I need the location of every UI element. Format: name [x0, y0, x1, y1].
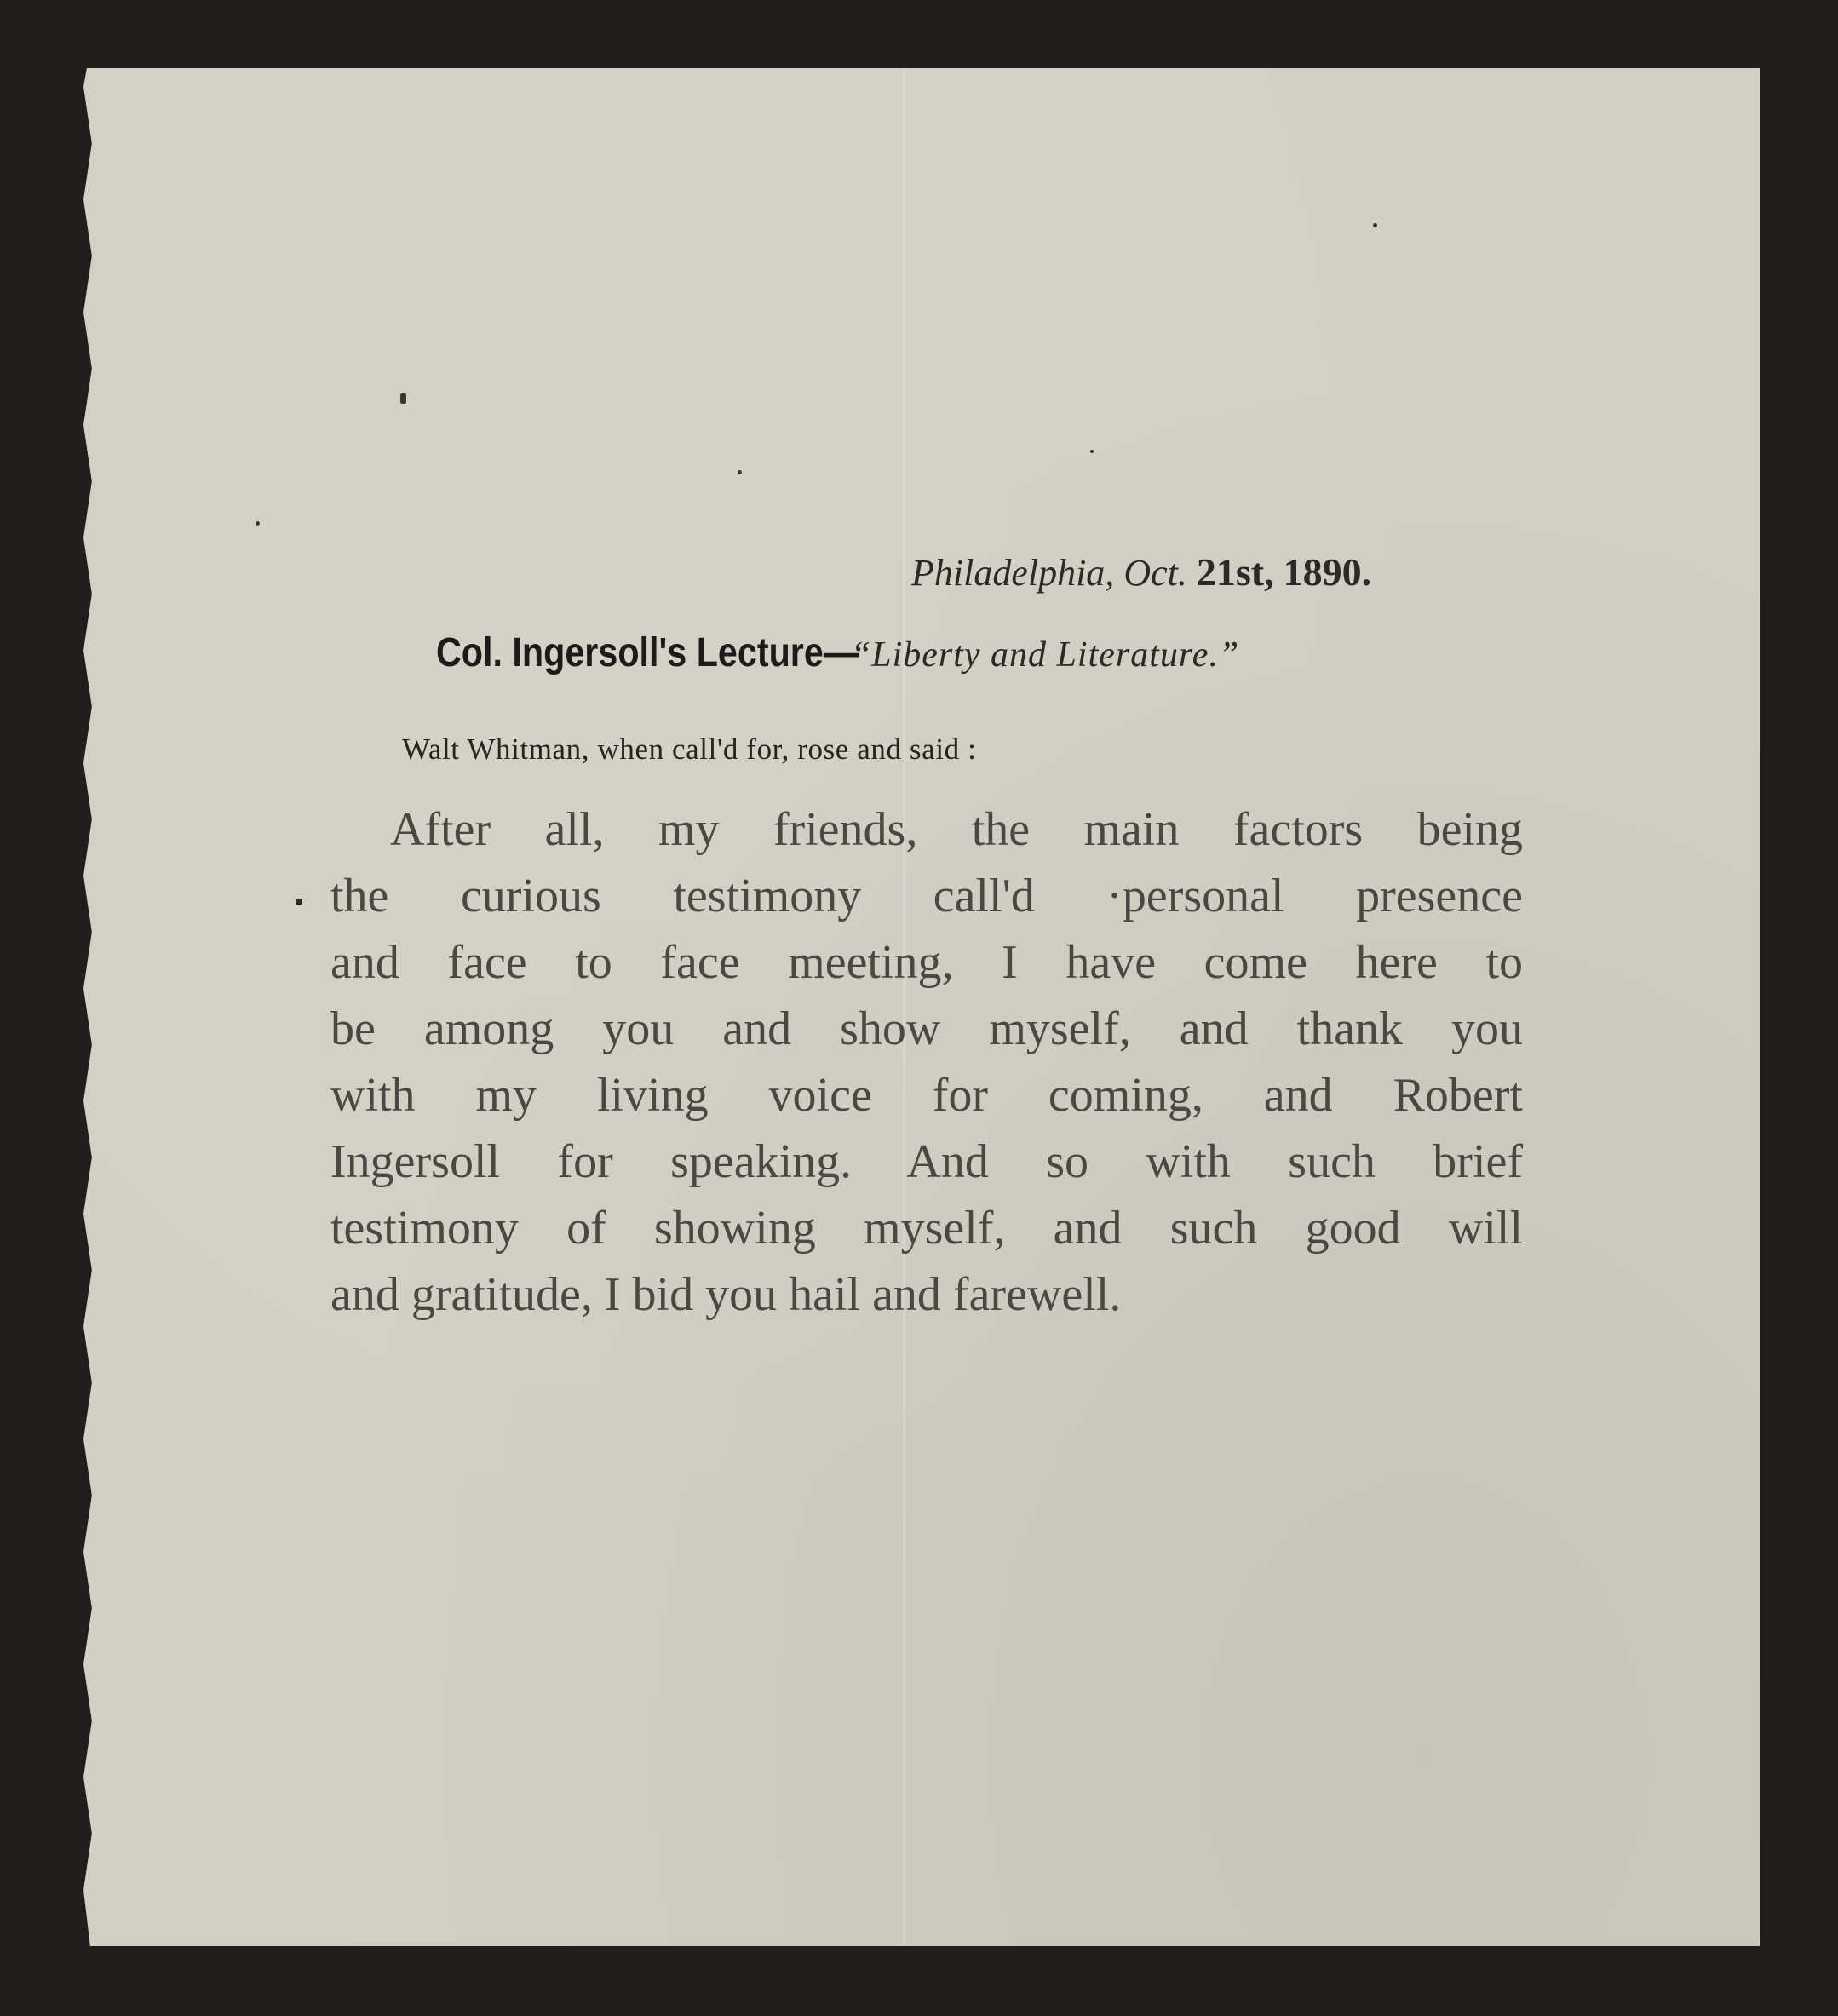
dateline-place: Philadelphia, [911, 552, 1115, 594]
dateline-year: 1890. [1283, 550, 1372, 594]
dateline-day: 21st, [1196, 550, 1274, 594]
intro-line: Walt Whitman, when call'd for, rose and said : [402, 732, 977, 766]
speech-line: with my living voice for coming, and Robert [330, 1069, 1523, 1122]
margin-dot [296, 899, 302, 905]
speech-line: and gratitude, I bid you hail and farewell. [330, 1268, 1122, 1321]
speech-line: and face to face meeting, I have come here to [330, 936, 1523, 989]
ink-speck [256, 521, 260, 526]
ink-speck [400, 393, 406, 404]
lecture-name: Col. Ingersoll's Lecture— [436, 630, 859, 675]
dateline-date: Oct. [1123, 552, 1187, 594]
speech-line: testimony of showing myself, and such good will [330, 1202, 1523, 1255]
speech-line: Ingersoll for speaking. And so with such brief [330, 1135, 1523, 1188]
speech-line: be among you and show myself, and thank you [330, 1002, 1523, 1055]
lecture-title: “Liberty and Literature.” [850, 635, 1240, 675]
ink-speck [1373, 223, 1377, 227]
speech-line: After all, my friends, the main factors being [390, 803, 1523, 856]
dateline [911, 549, 1508, 594]
ink-speck [1090, 450, 1094, 453]
ink-speck [738, 470, 742, 474]
speech-body [330, 796, 1523, 1328]
lecture-heading [436, 626, 1492, 677]
speech-line: the curious testimony call'd ·personal presence [330, 870, 1523, 922]
